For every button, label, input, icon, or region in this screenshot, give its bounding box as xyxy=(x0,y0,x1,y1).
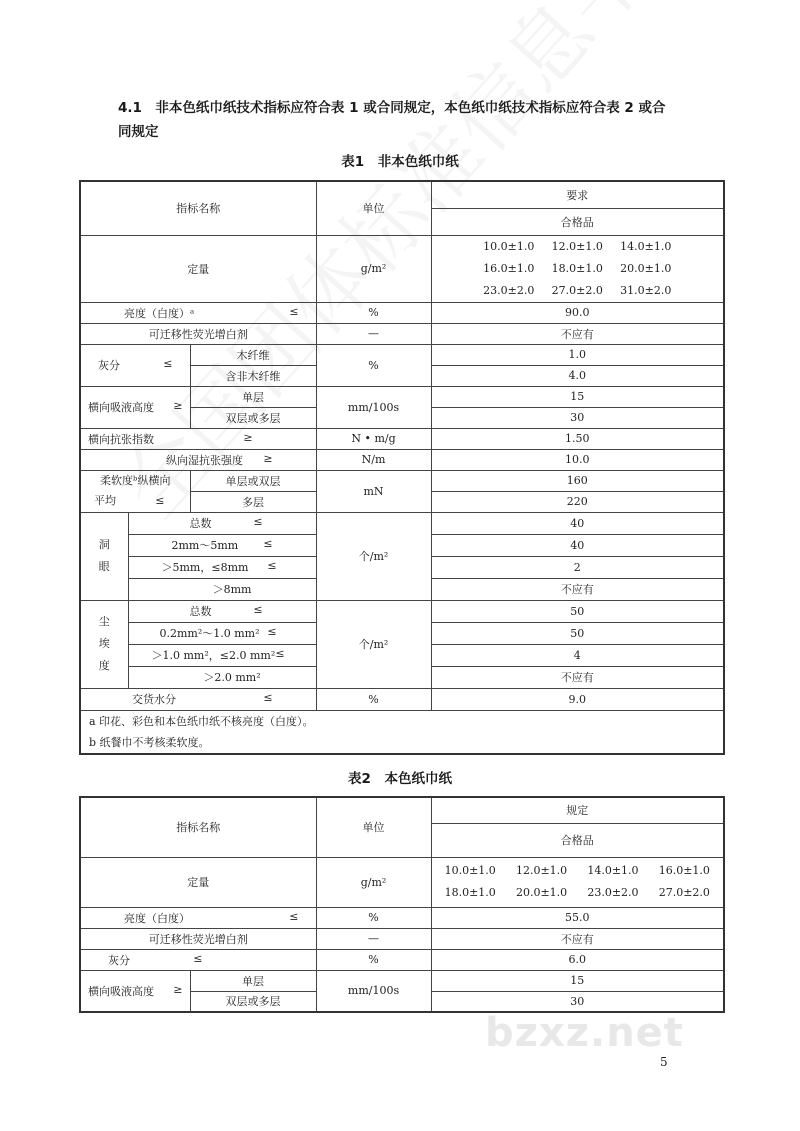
t1-dl-val: 20.0±1.0 xyxy=(620,261,672,275)
t1-tensile-value: 1.50 xyxy=(431,428,724,449)
t1-holes-2-5mm: 2mm～5mm ≤ xyxy=(128,534,316,556)
t1-dust-value-3: 4 xyxy=(431,644,724,666)
t1-ash-name: 灰分 ≤ xyxy=(80,344,190,386)
t1-holes-name: 洞 眼 xyxy=(80,512,128,600)
t1-holes-over-8mm: ＞8mm xyxy=(128,578,316,600)
t1-tensile-name: 横向抗张指数 ≥ xyxy=(80,428,316,449)
t1-dust-1-0-2-0: ＞1.0 mm²，≤2.0 mm² ≤ xyxy=(128,644,316,666)
t2-dl-val: 16.0±1.0 xyxy=(658,864,710,877)
t1-dust-value-1: 50 xyxy=(431,600,724,622)
t1-dl-val: 14.0±1.0 xyxy=(620,239,672,253)
t2-absorb-unit: mm/100s xyxy=(316,970,431,1012)
t2-dl-val: 12.0±1.0 xyxy=(515,864,568,877)
t1-softness-value-2: 220 xyxy=(431,491,724,512)
t1-tensile-unit: N • m/g xyxy=(316,428,431,449)
t1-basis-weight-unit: g/m² xyxy=(316,235,431,302)
t2-basis-weight-unit: g/m² xyxy=(316,857,431,907)
t1-absorb-value-2: 30 xyxy=(431,407,724,428)
t2-header-req: 规定 xyxy=(431,797,724,823)
t1-wet-tensile-name: 纵向湿抗张强度 ≥ xyxy=(80,449,316,470)
t1-dust-unit: 个/m² xyxy=(316,600,431,688)
t1-softness-sub-multi: 多层 xyxy=(190,491,316,512)
t1-fluorescent-unit: — xyxy=(316,323,431,344)
t1-moisture-value: 9.0 xyxy=(431,688,724,710)
t2-absorb-sub-single: 单层 xyxy=(190,970,316,991)
t2-ash-unit: % xyxy=(316,949,431,970)
t2-header-grade: 合格品 xyxy=(431,823,724,857)
page-number: 5 xyxy=(660,1055,668,1069)
clause-line-1: 4.1 非本色纸巾纸技术指标应符合表 1 或合同规定，本色纸巾纸技术指标应符合表 2 或合 xyxy=(118,100,666,116)
table1 xyxy=(79,180,725,755)
t1-softness-name: 柔软度ᵇ纵横向 平均 ≤ xyxy=(80,470,190,512)
t2-basis-weight-values xyxy=(431,857,724,907)
t2-header-unit: 单位 xyxy=(316,797,431,857)
t1-dl-val: 27.0±2.0 xyxy=(551,283,603,297)
t1-notes xyxy=(80,710,724,754)
t2-absorb-name: 横向吸液高度 ≥ xyxy=(80,970,190,1012)
t1-fluorescent-value: 不应有 xyxy=(431,323,724,344)
t1-holes-value-1: 40 xyxy=(431,512,724,534)
t2-brightness-name: 亮度（白度） ≤ xyxy=(80,907,316,928)
t1-dl-val: 10.0±1.0 xyxy=(483,239,535,253)
t1-holes-5-8mm: ＞5mm，≤8mm ≤ xyxy=(128,556,316,578)
t2-dl-val: 23.0±2.0 xyxy=(587,886,639,899)
t1-dl-val: 18.0±1.0 xyxy=(551,261,603,275)
t1-softness-sub-single: 单层或双层 xyxy=(190,470,316,491)
t1-ash-sub-nonwood: 含非木纤维 xyxy=(190,365,316,386)
t2-dl-val: 20.0±1.0 xyxy=(515,886,568,899)
t1-note-b: b 纸餐巾不考核柔软度。 xyxy=(89,735,210,749)
t1-header-unit: 单位 xyxy=(316,181,431,235)
t1-dust-value-4: 不应有 xyxy=(431,666,724,688)
t1-absorb-unit: mm/100s xyxy=(316,386,431,428)
t2-ash-name: 灰分 ≤ xyxy=(80,949,316,970)
t2-absorb-value-1: 15 xyxy=(431,970,724,991)
t1-dust-0-2-1-0: 0.2mm²～1.0 mm² ≤ xyxy=(128,622,316,644)
table2 xyxy=(79,796,725,1013)
t1-softness-value-1: 160 xyxy=(431,470,724,491)
t1-absorb-sub-single: 单层 xyxy=(190,386,316,407)
t1-basis-weight-values xyxy=(431,235,724,302)
t1-dl-val: 31.0±2.0 xyxy=(620,283,672,297)
t1-wet-tensile-unit: N/m xyxy=(316,449,431,470)
t1-moisture-name: 交货水分 ≤ xyxy=(80,688,316,710)
t1-holes-value-4: 不应有 xyxy=(431,578,724,600)
t2-header-name: 指标名称 xyxy=(80,797,316,857)
t2-dl-val: 10.0±1.0 xyxy=(444,864,496,877)
t2-fluorescent-value: 不应有 xyxy=(431,928,724,949)
t1-ash-value-1: 1.0 xyxy=(431,344,724,365)
t2-ash-value: 6.0 xyxy=(431,949,724,970)
t2-basis-weight-name: 定量 xyxy=(80,857,316,907)
t1-absorb-sub-multi: 双层或多层 xyxy=(190,407,316,428)
table1-caption: 表1 非本色纸巾纸 xyxy=(341,154,459,170)
t1-dl-val: 23.0±2.0 xyxy=(483,283,535,297)
site-watermark: bzxz.net xyxy=(485,1010,684,1056)
t2-dl-val: 18.0±1.0 xyxy=(444,886,496,899)
t1-dust-over-2-0: ＞2.0 mm² xyxy=(128,666,316,688)
t1-holes-unit: 个/m² xyxy=(316,512,431,600)
t1-holes-total: 总数 ≤ xyxy=(128,512,316,534)
t1-basis-weight-name: 定量 xyxy=(80,235,316,302)
t1-dl-val: 16.0±1.0 xyxy=(483,261,535,275)
t1-header-name: 指标名称 xyxy=(80,181,316,235)
t1-absorb-value-1: 15 xyxy=(431,386,724,407)
t2-fluorescent-unit: — xyxy=(316,928,431,949)
clause-line-2: 同规定 xyxy=(118,124,159,140)
t1-header-req: 要求 xyxy=(431,181,724,208)
t2-brightness-unit: % xyxy=(316,907,431,928)
t1-brightness-name: 亮度（白度）ᵃ ≤ xyxy=(80,302,316,323)
t2-fluorescent-name: 可迁移性荧光增白剂 xyxy=(80,928,316,949)
t1-ash-sub-wood: 木纤维 xyxy=(190,344,316,365)
t1-absorb-name: 横向吸液高度 ≥ xyxy=(80,386,190,428)
t1-fluorescent-name: 可迁移性荧光增白剂 xyxy=(80,323,316,344)
t1-brightness-value: 90.0 xyxy=(431,302,724,323)
t1-dust-name: 尘 埃 度 xyxy=(80,600,128,688)
t1-dl-val: 12.0±1.0 xyxy=(551,239,603,253)
t1-header-grade: 合格品 xyxy=(431,208,724,235)
t2-dl-val: 27.0±2.0 xyxy=(658,886,710,899)
t1-ash-value-2: 4.0 xyxy=(431,365,724,386)
t2-absorb-value-2: 30 xyxy=(431,991,724,1012)
t2-brightness-value: 55.0 xyxy=(431,907,724,928)
t1-dust-value-2: 50 xyxy=(431,622,724,644)
t1-softness-unit: mN xyxy=(316,470,431,512)
t1-moisture-unit: % xyxy=(316,688,431,710)
clause-4-1 xyxy=(118,96,718,144)
t1-wet-tensile-value: 10.0 xyxy=(431,449,724,470)
t1-dust-total: 总数 ≤ xyxy=(128,600,316,622)
t1-brightness-unit: % xyxy=(316,302,431,323)
t2-absorb-sub-multi: 双层或多层 xyxy=(190,991,316,1012)
t2-dl-val: 14.0±1.0 xyxy=(587,864,639,877)
t1-ash-unit: % xyxy=(316,344,431,386)
t1-holes-value-3: 2 xyxy=(431,556,724,578)
t1-note-a: a 印花、彩色和本色纸巾纸不核亮度（白度）。 xyxy=(89,714,314,728)
t1-holes-value-2: 40 xyxy=(431,534,724,556)
table2-caption: 表2 本色纸巾纸 xyxy=(348,771,452,787)
